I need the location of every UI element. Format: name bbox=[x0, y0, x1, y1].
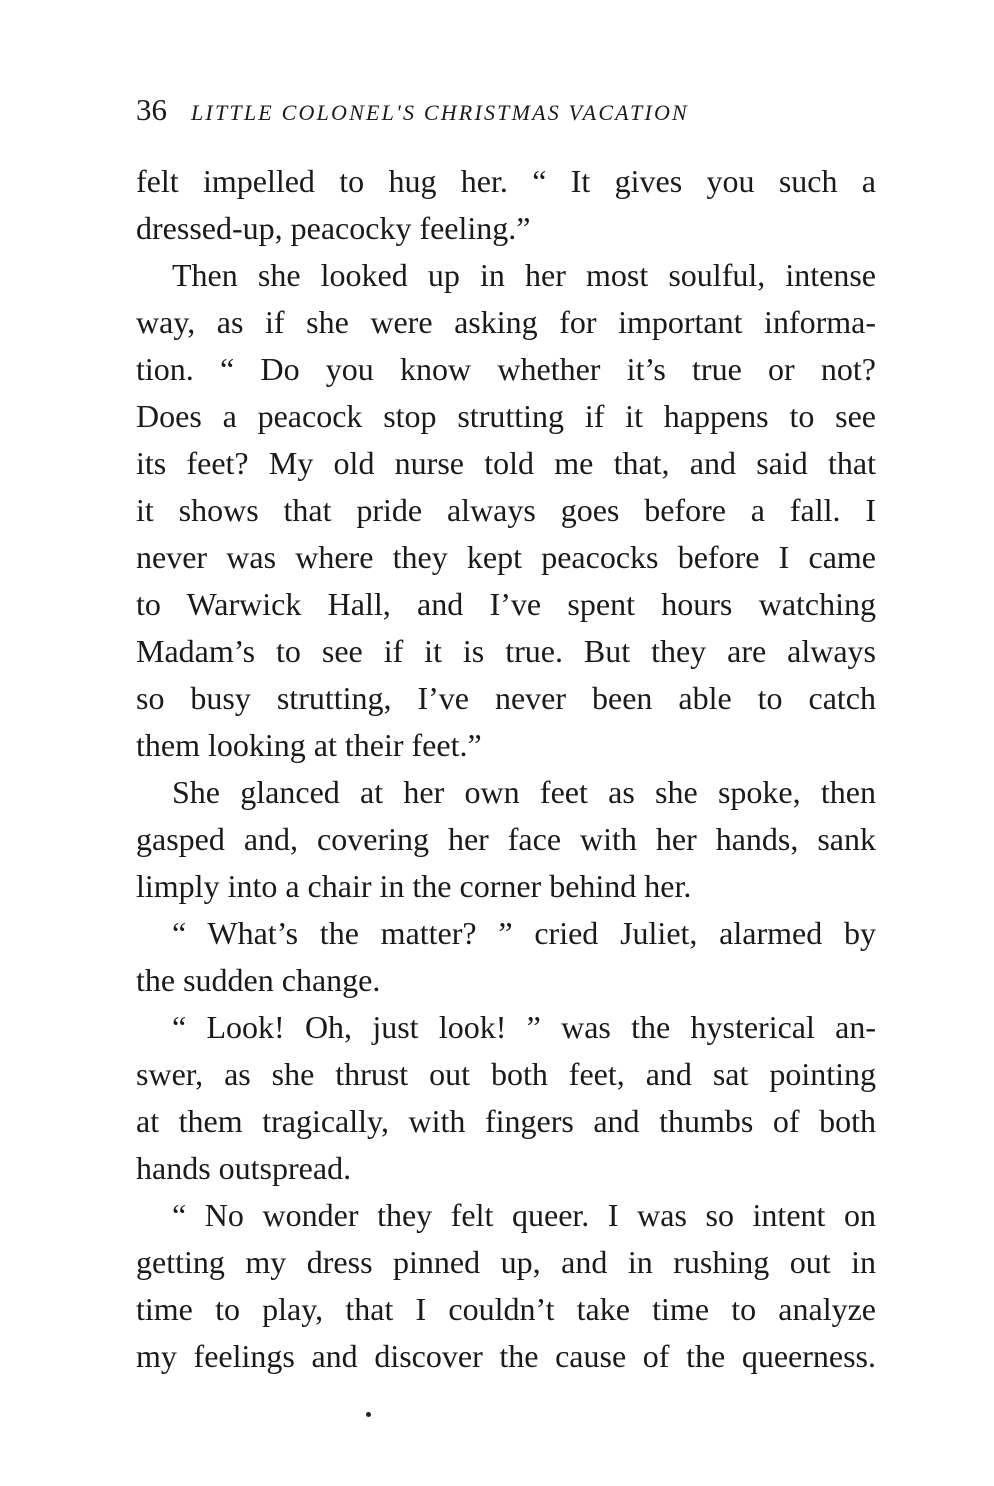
running-title: LITTLE COLONEL'S CHRISTMAS VACATION bbox=[191, 100, 689, 125]
body-text bbox=[136, 158, 876, 1380]
text-line: so busy strutting, I’ve never been able to catch bbox=[136, 680, 876, 716]
text-line: way, as if she were asking for important informa- bbox=[136, 304, 876, 340]
text-line: them looking at their feet.” bbox=[136, 727, 482, 763]
text-line: the sudden change. bbox=[136, 962, 381, 998]
text-line: hands outspread. bbox=[136, 1150, 352, 1186]
text-line: to Warwick Hall, and I’ve spent hours watching bbox=[136, 586, 876, 622]
text-line: it shows that pride always goes before a fall. I bbox=[136, 492, 876, 528]
paragraph-first-line: “ What’s the matter? ” cried Juliet, alarmed by bbox=[172, 915, 876, 951]
text-line: Does a peacock stop strutting if it happens to see bbox=[136, 398, 876, 434]
print-speck bbox=[366, 1412, 371, 1417]
text-line: at them tragically, with fingers and thumbs of both bbox=[136, 1103, 876, 1139]
text-line: swer, as she thrust out both feet, and sat pointing bbox=[136, 1056, 876, 1092]
text-line: tion. “ Do you know whether it’s true or not? bbox=[136, 351, 876, 387]
text-line: gasped and, covering her face with her hands, sank bbox=[136, 821, 876, 857]
text-line: its feet? My old nurse told me that, and said that bbox=[136, 445, 876, 481]
text-line: limply into a chair in the corner behind her. bbox=[136, 868, 692, 904]
paragraph-first-line: “ Look! Oh, just look! ” was the hysterical an- bbox=[172, 1009, 876, 1045]
text-line: felt impelled to hug her. “ It gives you such a bbox=[136, 163, 876, 199]
text-line: never was where they kept peacocks before I came bbox=[136, 539, 876, 575]
paragraph-first-line: “ No wonder they felt queer. I was so intent on bbox=[172, 1197, 876, 1233]
text-line: time to play, that I couldn’t take time to analyze bbox=[136, 1291, 876, 1327]
running-head bbox=[136, 92, 876, 132]
text-line: my feelings and discover the cause of the queerness. bbox=[136, 1338, 876, 1374]
paragraph-first-line: She glanced at her own feet as she spoke, then bbox=[172, 774, 876, 810]
page-number: 36 bbox=[136, 92, 167, 127]
text-line: Madam’s to see if it is true. But they are always bbox=[136, 633, 876, 669]
text-line: dressed-up, peacocky feeling.” bbox=[136, 210, 531, 246]
paragraph-first-line: Then she looked up in her most soulful, intense bbox=[172, 257, 876, 293]
text-line: getting my dress pinned up, and in rushing out in bbox=[136, 1244, 876, 1280]
